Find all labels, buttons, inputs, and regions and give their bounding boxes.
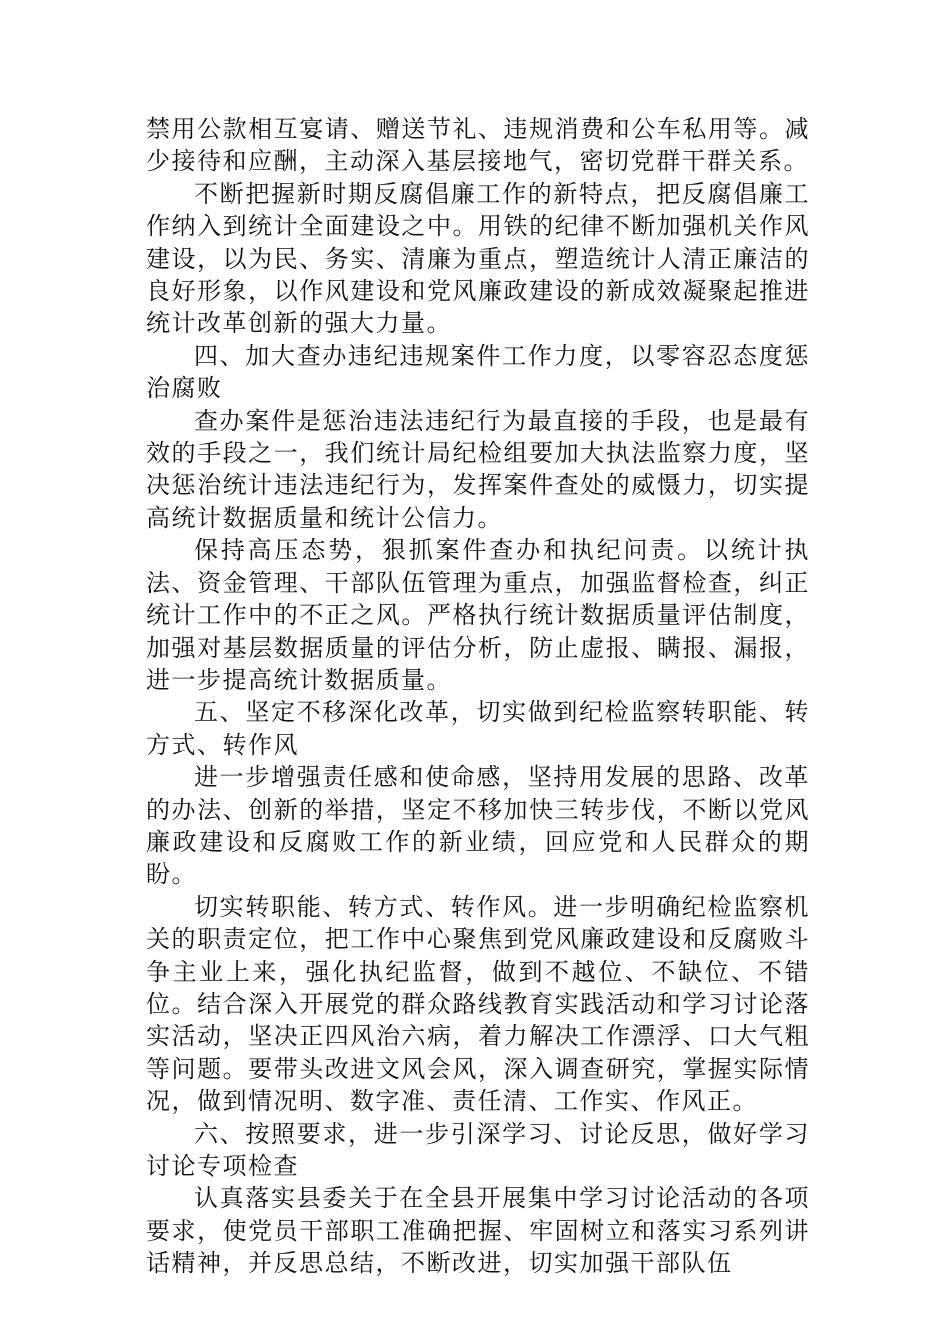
paragraph: 切实转职能、转方式、转作风。进一步明确纪检监察机关的职责定位，把工作中心聚焦到党风廉政建设和反腐败斗争主业上来，强化执纪监督，做到不越位、不缺位、不错位。结合深入开展党的群众路线教育实践活动和学习讨论落实活动，坚决正四风治六病，着力解决工作漂浮、口大气粗等问题。要带头改进文风会风，深入调查研究，掌握实际情况，做到情况明、数字准、责任清、工作实、作风正。 [146, 892, 810, 1116]
paragraph-continuation: 禁用公款相互宴请、赠送节礼、违规消费和公车私用等。减少接待和应酬，主动深入基层接地气，密切党群干群关系。 [146, 115, 810, 176]
paragraph: 查办案件是惩治违法违纪行为最直接的手段，也是最有效的手段之一，我们统计局纪检组要加大执法监察力度，坚决惩治统计违法违纪行为，发挥案件查处的威慑力，切实提高统计数据质量和统计公信力。 [146, 406, 810, 532]
paragraph: 认真落实县委关于在全县开展集中学习讨论活动的各项要求，使党员干部职工准确把握、牢固树立和落实习系列讲话精神，并反思总结，不断改进，切实加强干部队伍 [146, 1184, 810, 1278]
document-body [146, 113, 810, 1280]
section-heading-5: 五、坚定不移深化改革，切实做到纪检监察转职能、转方式、转作风 [146, 698, 810, 759]
paragraph: 进一步增强责任感和使命感，坚持用发展的思路、改革的办法、创新的举措，坚定不移加快三转步伐，不断以党风廉政建设和反腐败工作的新业绩，回应党和人民群众的期盼。 [146, 763, 810, 889]
paragraph: 不断把握新时期反腐倡廉工作的新特点，把反腐倡廉工作纳入到统计全面建设之中。用铁的纪律不断加强机关作风建设，以为民、务实、清廉为重点，塑造统计人清正廉洁的良好形象，以作风建设和党风廉政建设的新成效凝聚起推进统计改革创新的强大力量。 [146, 179, 810, 338]
section-heading-6: 六、按照要求，进一步引深学习、讨论反思，做好学习讨论专项检查 [146, 1119, 810, 1180]
section-heading-4: 四、加大查办违纪违规案件工作力度，以零容忍态度惩治腐败 [146, 341, 810, 403]
paragraph: 保持高压态势，狠抓案件查办和执纪问责。以统计执法、资金管理、干部队伍管理为重点，加强监督检查，纠正统计工作中的不正之风。严格执行统计数据质量评估制度，加强对基层数据质量的评估分析，防止虚报、瞒报、漏报，进一步提高统计数据质量。 [146, 536, 810, 694]
